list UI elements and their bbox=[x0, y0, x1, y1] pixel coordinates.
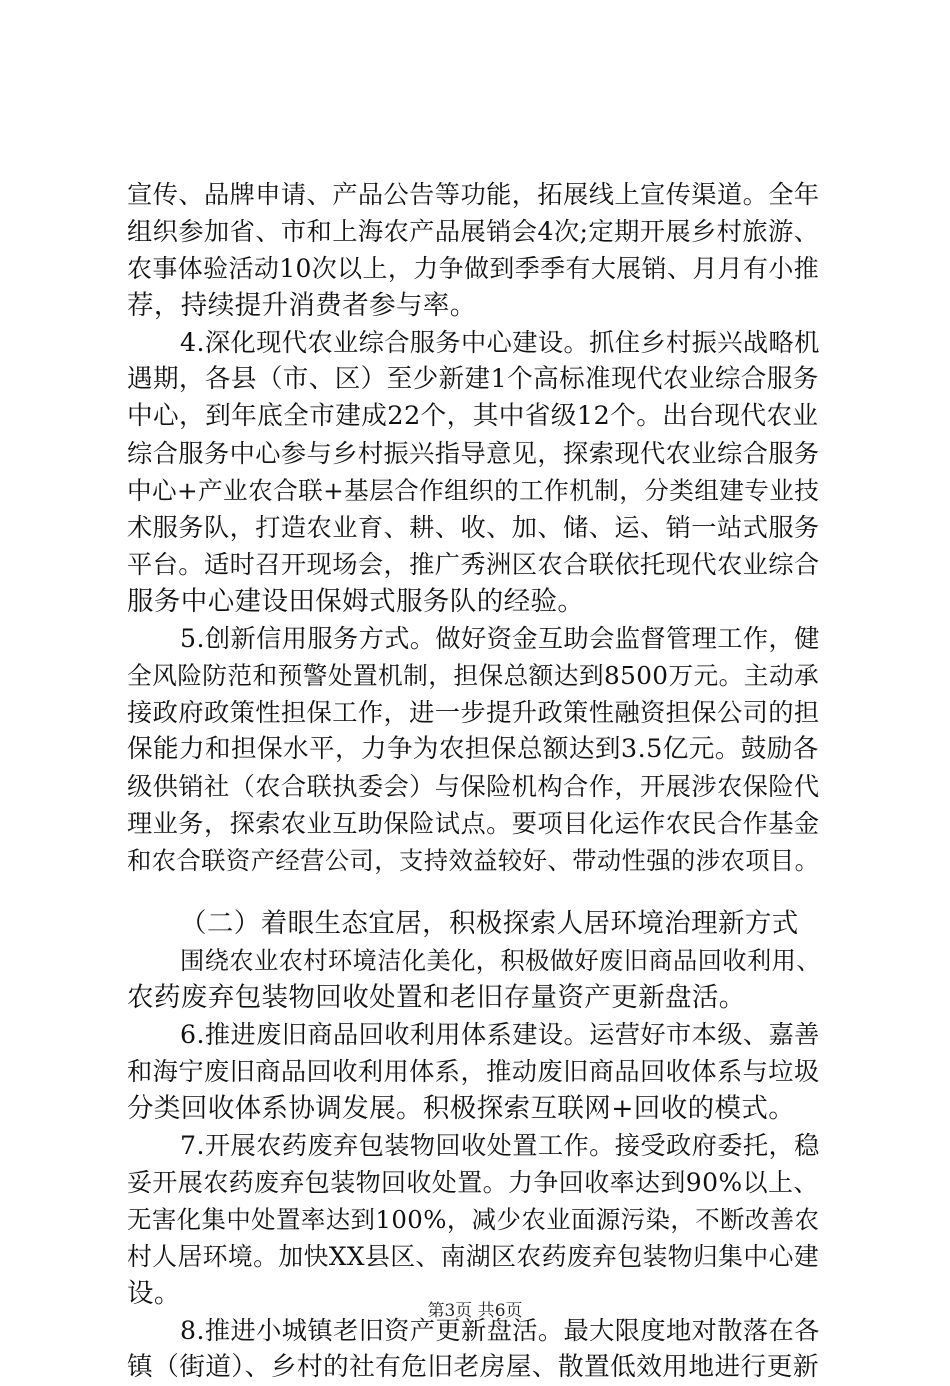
paragraph-7-start: 7.开展农药废弃包装物回收处置工作。接受政府委托，稳 bbox=[180, 1131, 820, 1160]
text-line: 村人居环境。加快XX县区、南湖区农药废弃包装物归集中心建 bbox=[127, 1242, 820, 1271]
document-body bbox=[127, 176, 833, 1386]
paragraph-6-start: 6.推进废旧商品回收利用体系建设。运营好市本级、嘉善 bbox=[180, 1020, 820, 1049]
text-line: 无害化集中处置率达到100%，减少农业面源污染，不断改善农 bbox=[127, 1205, 820, 1234]
text-line: 荐，持续提升消费者参与率。 bbox=[127, 290, 477, 321]
paragraph-5-start: 5.创新信用服务方式。做好资金互助会监督管理工作，健 bbox=[180, 624, 820, 653]
text-line: 妥开展农药废弃包装物回收处置。力争回收率达到90%以上、 bbox=[127, 1168, 819, 1197]
text-line: 农事体验活动10次以上，力争做到季季有大展销、月月有小推 bbox=[127, 254, 820, 283]
section-intro: 围绕农业农村环境洁化美化，积极做好废旧商品回收利用、 bbox=[180, 946, 821, 975]
text-line: 遇期，各县（市、区）至少新建1个高标准现代农业综合服务 bbox=[127, 364, 819, 394]
text-line: 和海宁废旧商品回收利用体系，推动废旧商品回收体系与垃圾 bbox=[127, 1057, 820, 1086]
text-line: 和农合联资产经营公司，支持效益较好、带动性强的涉农项目。 bbox=[127, 846, 820, 875]
text-line: 理业务，探索农业互助保险试点。要项目化运作农民合作基金 bbox=[127, 809, 820, 838]
text-line: 接政府政策性担保工作，进一步提升政策性融资担保公司的担 bbox=[127, 698, 820, 727]
text-line: 宣传、品牌申请、产品公告等功能，拓展线上宣传渠道。全年 bbox=[127, 180, 820, 209]
paragraph-8-start: 8.推进小城镇老旧资产更新盘活。最大限度地对散落在各 bbox=[180, 1316, 820, 1345]
paragraph-4-start: 4.深化现代农业综合服务中心建设。抓住乡村振兴战略机 bbox=[180, 328, 820, 357]
text-line: 术服务队，打造农业育、耕、收、加、储、运、销一站式服务 bbox=[127, 513, 820, 542]
text-line: 中心，到年底全市建成22个，其中省级12个。出台现代农业 bbox=[127, 401, 819, 431]
section-heading: （二）着眼生态宜居，积极探索人居环境治理新方式 bbox=[180, 908, 799, 939]
text-line: 设。 bbox=[127, 1278, 181, 1309]
text-line: 综合服务中心参与乡村振兴指导意见，探索现代农业综合服务 bbox=[127, 439, 820, 468]
page-number-footer: 第3页 共6页 bbox=[427, 1301, 523, 1321]
text-line: 农药废弃包装物回收处置和老旧存量资产更新盘活。 bbox=[127, 982, 746, 1013]
text-line: 全风险防范和预警处置机制，担保总额达到8500万元。主动承 bbox=[127, 661, 820, 690]
text-line: 分类回收体系协调发展。积极探索互联网+回收的模式。 bbox=[127, 1093, 796, 1124]
text-line: 保能力和担保水平，力争为农担保总额达到3.5亿元。鼓励各 bbox=[127, 734, 819, 764]
text-line: 级供销社（农合联执委会）与保险机构合作，开展涉农保险代 bbox=[127, 772, 820, 801]
text-line: 平台。适时召开现场会，推广秀洲区农合联依托现代农业综合 bbox=[127, 550, 820, 579]
text-line: 镇（街道）、乡村的社有危旧老房屋、散置低效用地进行更新 bbox=[127, 1352, 819, 1382]
text-line: 组织参加省、市和上海农产品展销会4次;定期开展乡村旅游、 bbox=[127, 217, 820, 246]
text-line: 服务中心建设田保姆式服务队的经验。 bbox=[127, 586, 585, 617]
text-line: 中心+产业农合联+基层合作组织的工作机制，分类组建专业技 bbox=[127, 476, 820, 505]
